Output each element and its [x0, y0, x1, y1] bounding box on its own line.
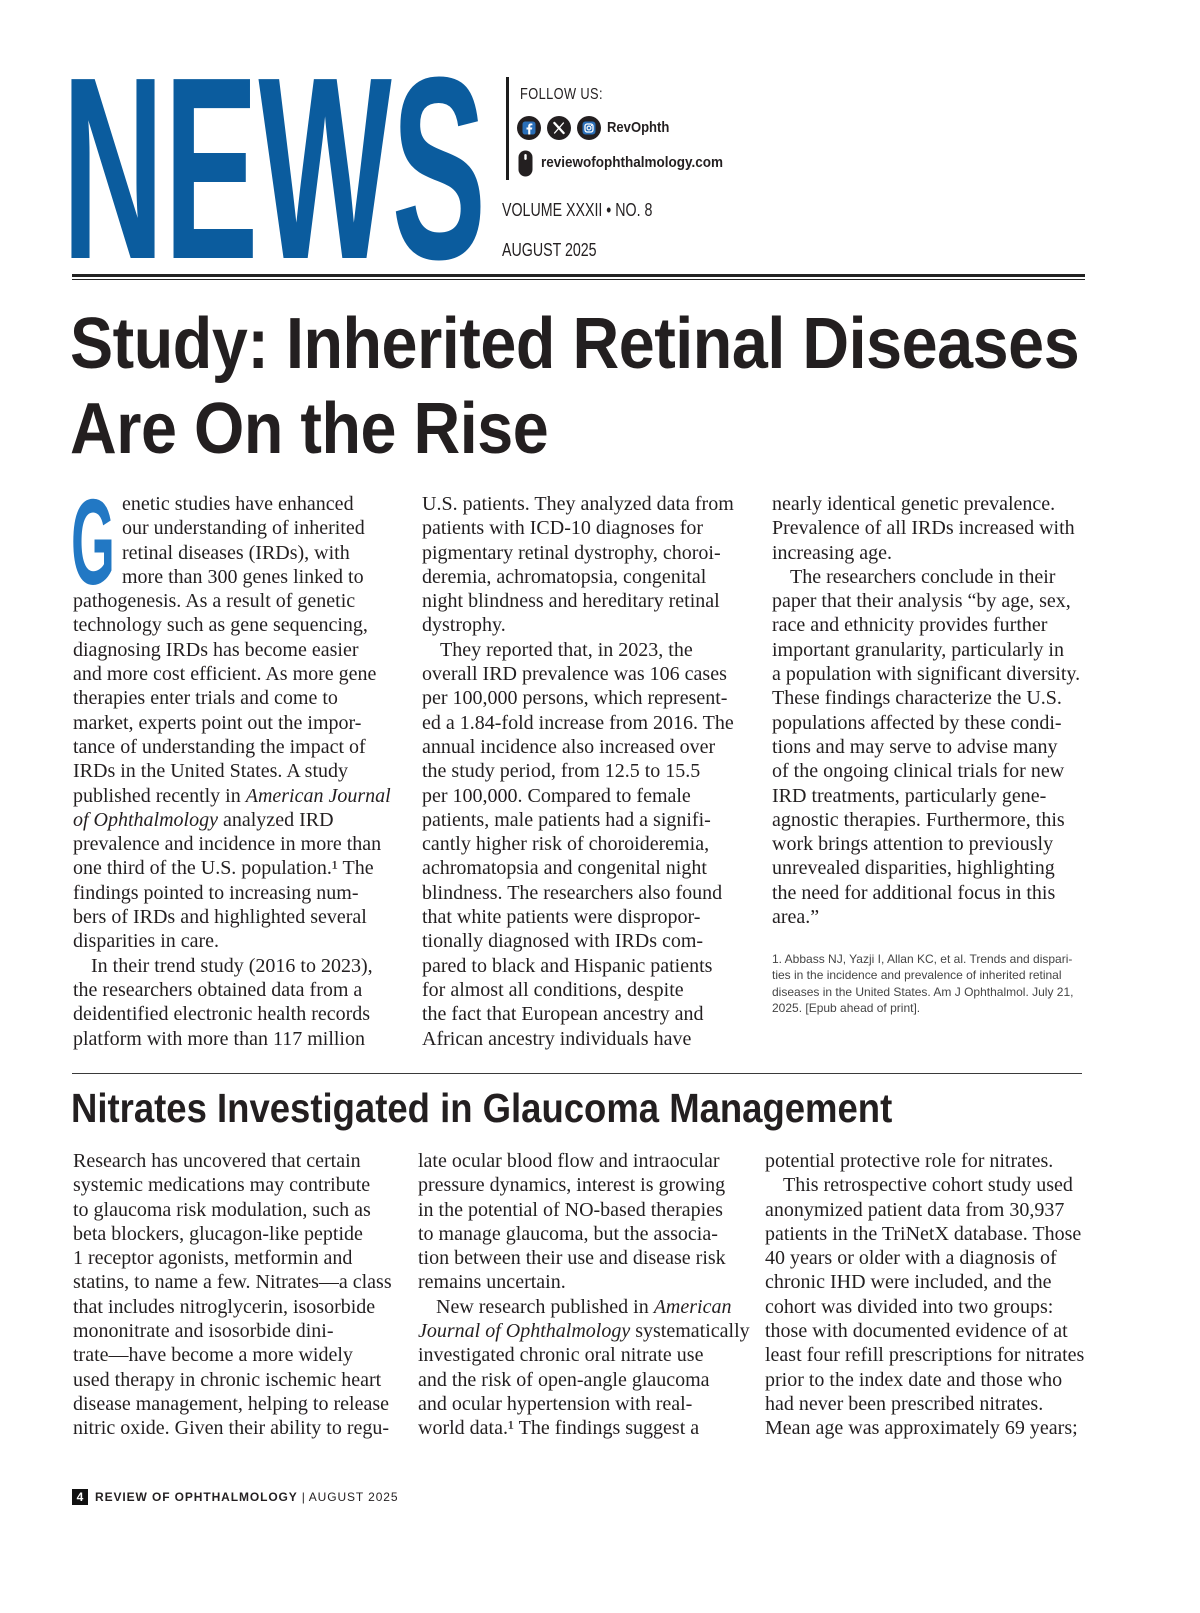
text-line: pigmentary retinal dystrophy, choroi- [422, 541, 721, 564]
article-2-column-2 [418, 1149, 748, 1441]
text-line [73, 808, 403, 832]
text-line: African ancestry individuals have [422, 1027, 692, 1050]
text-line: findings pointed to increasing num- [73, 881, 359, 904]
journal-title: American Journal [245, 784, 391, 807]
text-line: 1 receptor agonists, metformin and [73, 1247, 353, 1270]
text-line: enetic studies have enhanced [122, 493, 354, 515]
text-line: ed a 1.84-fold increase from 2016. The [422, 711, 734, 734]
text-line: a population with significant diversity. [772, 663, 1081, 686]
text-line: the need for additional focus in this [772, 881, 1056, 904]
instagram-icon[interactable] [577, 116, 601, 140]
text-line: late ocular blood flow and intraocular [418, 1150, 720, 1172]
social-handle-text: RevOphth [607, 119, 670, 136]
text-line: more than 300 genes linked to [122, 565, 364, 588]
text-line: This retrospective cohort study used [783, 1174, 1073, 1197]
volume-text: VOLUME XXXII • NO. 8 [502, 200, 653, 220]
journal-title: Journal of Ophthalmology [418, 1320, 631, 1343]
text-line: that includes nitroglycerin, isosorbide [73, 1295, 376, 1318]
text-line [418, 1319, 748, 1343]
page-number: 4 [72, 1489, 88, 1505]
text-line: These findings characterize the U.S. [772, 687, 1062, 710]
follow-label [520, 85, 624, 105]
text-line: per 100,000. Compared to female [422, 784, 691, 807]
follow-label-text: FOLLOW US: [520, 86, 603, 103]
text-line: paper that their analysis “by age, sex, [772, 590, 1071, 613]
text-line: overall IRD prevalence was 106 cases [422, 663, 727, 686]
footer-separator: | [301, 1490, 306, 1504]
text-line: pared to black and Hispanic patients [422, 954, 713, 977]
volume-number [502, 199, 692, 221]
text-line: increasing age. [772, 541, 892, 564]
text-line: deidentified electronic health records [73, 1003, 371, 1026]
website-text: reviewofophthalmology.com [541, 154, 724, 171]
text-line: anonymized patient data from 30,937 [765, 1198, 1065, 1221]
text-line: for almost all conditions, despite [422, 978, 684, 1001]
text-line: the researchers obtained data from a [73, 978, 363, 1001]
text-line: mononitrate and isosorbide dini- [73, 1320, 334, 1343]
article-1-column-1 [73, 492, 403, 1051]
article-2-headline: Nitrates Investigated in Glaucoma Management [71, 1085, 893, 1131]
article-1-headline [70, 302, 1079, 472]
text-line: chronic IHD were included, and the [765, 1271, 1052, 1294]
text-line: tions and may serve to advise many [772, 735, 1058, 758]
text-line: IRD treatments, particularly gene- [772, 784, 1047, 807]
text-line: and the risk of open-angle glaucoma [418, 1368, 710, 1391]
website-link[interactable] [541, 154, 743, 172]
text-line: blindness. The researchers also found [422, 881, 723, 904]
text-line: patients with ICD-10 diagnoses for [422, 517, 704, 540]
paragraph [418, 1149, 748, 1295]
text-line: Mean age was approximately 69 years; [765, 1417, 1078, 1440]
text-line: night blindness and hereditary retinal [422, 590, 720, 613]
footer-date: AUGUST 2025 [308, 1490, 399, 1504]
text-line: to glaucoma risk modulation, such as [73, 1198, 371, 1221]
text-line: remains uncertain. [418, 1271, 566, 1294]
text-line: In their trend study (2016 to 2023), [91, 954, 373, 977]
text-line: work brings attention to previously [772, 833, 1054, 856]
text-line: therapies enter trials and come to [73, 687, 338, 710]
text-line: disparities in care. [73, 930, 220, 953]
text-line: had never been prescribed nitrates. [765, 1392, 1044, 1415]
issue-date-text: AUGUST 2025 [502, 240, 597, 260]
paragraph [418, 1295, 748, 1441]
text-line: They reported that, in 2023, the [440, 638, 693, 661]
text-line: one third of the U.S. population.¹ The [73, 857, 374, 880]
text-run: New research published in [436, 1295, 654, 1318]
facebook-icon[interactable] [517, 116, 541, 140]
header-divider [506, 77, 509, 180]
text-line: the fact that European ancestry and [422, 1003, 704, 1026]
text-line: deremia, achromatopsia, congenital [422, 565, 707, 588]
text-line: agnostic therapies. Furthermore, this [772, 808, 1065, 831]
text-run: analyzed IRD [218, 808, 334, 831]
text-line: in the potential of NO-based therapies [418, 1198, 723, 1221]
paragraph [765, 1173, 1095, 1440]
text-line: pressure dynamics, interest is growing [418, 1174, 726, 1197]
text-line: statins, to name a few. Nitrates—a class [73, 1271, 392, 1294]
text-line: platform with more than 117 million [73, 1027, 365, 1050]
text-line: cohort was divided into two groups: [765, 1295, 1054, 1318]
text-line: those with documented evidence of at [765, 1320, 1068, 1343]
headline-line: Are On the Rise [70, 389, 549, 469]
article-1-column-2 [422, 492, 752, 1051]
text-line: trate—have become a more widely [73, 1344, 353, 1367]
text-line: to manage glaucoma, but the associa- [418, 1222, 718, 1245]
paragraph [73, 492, 403, 954]
text-line: important granularity, particularly in [772, 638, 1064, 661]
text-line: annual incidence also increased over [422, 735, 716, 758]
journal-title: American [653, 1295, 732, 1318]
text-line: populations affected by these condi- [772, 711, 1062, 734]
headline-line: Study: Inherited Retinal Diseases [70, 304, 1080, 384]
text-line: bers of IRDs and highlighted several [73, 906, 367, 929]
text-line: market, experts point out the impor- [73, 711, 362, 734]
text-line: U.S. patients. They analyzed data from [422, 493, 734, 515]
running-footer [95, 1489, 398, 1505]
text-line: The researchers conclude in their [790, 565, 1056, 588]
news-masthead [0, 0, 500, 280]
text-line: IRDs in the United States. A study [73, 760, 348, 783]
text-line: race and ethnicity provides further [772, 614, 1048, 637]
paragraph [422, 492, 752, 638]
text-line: systemic medications may contribute [73, 1174, 371, 1197]
paragraph [73, 1149, 403, 1441]
journal-title: of Ophthalmology [73, 808, 218, 831]
text-line: dystrophy. [422, 614, 506, 637]
text-line: per 100,000 persons, which represent- [422, 687, 728, 710]
text-line: diagnosing IRDs has become easier [73, 638, 359, 661]
section-title: NEWS [62, 24, 487, 280]
paragraph [422, 638, 752, 1051]
text-line: patients, male patients had a signifi- [422, 808, 711, 831]
text-line: cantly higher risk of choroideremia, [422, 833, 710, 856]
text-line: of the ongoing clinical trials for new [772, 760, 1065, 783]
article-1-footnote [772, 951, 1074, 1016]
text-line: least four refill prescriptions for nitrates [765, 1344, 1085, 1367]
article-divider [72, 1073, 1082, 1074]
text-line: and more cost efficient. As more gene [73, 663, 377, 686]
text-line: tance of understanding the impact of [73, 735, 366, 758]
text-line: retinal diseases (IRDs), with [122, 541, 350, 564]
text-line: investigated chronic oral nitrate use [418, 1344, 704, 1367]
text-line [73, 784, 403, 808]
x-icon[interactable] [547, 116, 571, 140]
article-2-column-1 [73, 1149, 403, 1441]
text-line: tion between their use and disease risk [418, 1247, 726, 1270]
text-line: prevalence and incidence in more than [73, 833, 382, 856]
text-line: nitric oxide. Given their ability to regu- [73, 1417, 390, 1440]
text-line: the study period, from 12.5 to 15.5 [422, 760, 701, 783]
text-line: that white patients were dispropor- [422, 906, 701, 929]
text-line: used therapy in chronic ischemic heart [73, 1368, 382, 1391]
text-run: systematically [630, 1320, 750, 1343]
mouse-icon [518, 150, 533, 177]
issue-date [502, 239, 622, 261]
text-line: disease management, helping to release [73, 1392, 389, 1415]
text-line: tionally diagnosed with IRDs com- [422, 930, 704, 953]
text-line: Research has uncovered that certain [73, 1150, 361, 1172]
paragraph [772, 492, 1102, 565]
text-line [418, 1295, 748, 1319]
paragraph [772, 565, 1102, 929]
text-line: 40 years or older with a diagnosis of [765, 1247, 1057, 1270]
text-line: our understanding of inherited [122, 517, 365, 540]
text-line: patients in the TriNetX database. Those [765, 1222, 1082, 1245]
text-line: achromatopsia and congenital night [422, 857, 707, 880]
footnote-line: 2025. [Epub ahead of print]. [772, 1000, 921, 1015]
social-handle[interactable] [607, 119, 679, 137]
text-line: world data.¹ The findings suggest a [418, 1417, 700, 1440]
text-line: beta blockers, glucagon-like peptide [73, 1222, 363, 1245]
text-line: unrevealed disparities, highlighting [772, 857, 1055, 880]
text-line: area.” [772, 906, 820, 929]
text-line: pathogenesis. As a result of genetic [73, 590, 356, 613]
text-line: potential protective role for nitrates. [765, 1150, 1054, 1172]
header-rule [72, 274, 1085, 280]
text-line: prior to the index date and those who [765, 1368, 1063, 1391]
text-line: Prevalence of all IRDs increased with [772, 517, 1075, 540]
text-line: nearly identical genetic prevalence. [772, 493, 1056, 515]
paragraph [73, 954, 403, 1051]
article-2-column-3 [765, 1149, 1095, 1441]
paragraph [765, 1149, 1095, 1173]
text-line: and ocular hypertension with real- [418, 1392, 693, 1415]
footnote-line: ties in the incidence and prevalence of inherited retinal [772, 968, 1062, 983]
article-1-column-3 [772, 492, 1102, 929]
footnote-line: 1. Abbass NJ, Yazji I, Allan KC, et al. Trends and dispari- [772, 952, 1073, 966]
footnote-line: diseases in the United States. Am J Ophthalmol. July 21, [772, 984, 1074, 999]
text-run: published recently in [73, 784, 246, 807]
text-line: technology such as gene sequencing, [73, 614, 368, 637]
publication-name: REVIEW OF OPHTHALMOLOGY [95, 1490, 298, 1504]
drop-cap: G [71, 490, 115, 590]
